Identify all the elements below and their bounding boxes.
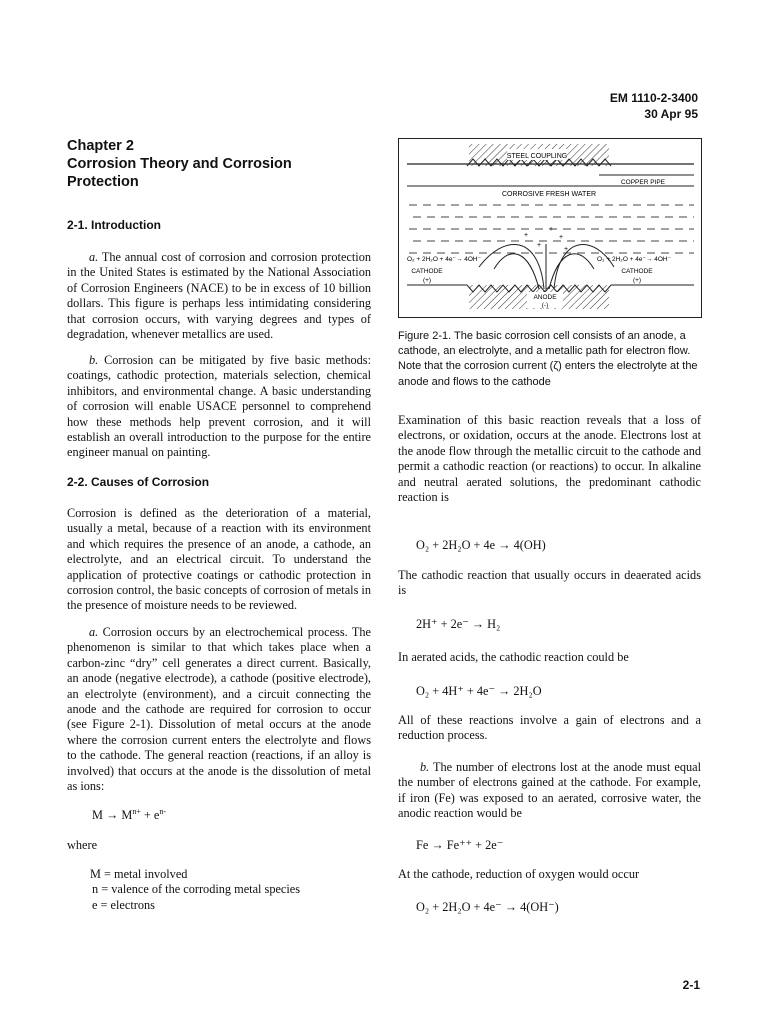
equation-superscript: n+: [132, 807, 141, 816]
label-reaction-right: O₂ + 2H₂O + 4e⁻→ 4OH⁻: [597, 256, 672, 263]
document-header: [610, 90, 698, 122]
label-cathode-left: CATHODE: [411, 268, 443, 275]
label-anode: ANODE: [533, 294, 557, 301]
equation-cathodic-aerated: O₂ + 4H⁺ + 4e⁻ → 2H₂O: [416, 684, 542, 698]
paragraph-text: Corrosion occurs by an electrochemical process. The phenomenon is similar to that which takes place when a carbon-zinc “dry” cell generates a direct current. Basically, an anode (negative electrode), a cathode (positive electrode), an electrolyte (environment), and a circuit connecting the anode and the cathode are required for corrosion to occur (see Figure 2-1). Dissolution of metal occurs at the anode where the corrosion current enters the electrolyte and flows to the cathode. The general reaction (reactions, if an alloy is involved) that occurs at the anode is the dissolution of metal as ions:: [67, 625, 371, 794]
svg-text:+: +: [537, 242, 542, 249]
label-copper-pipe: COPPER PIPE: [620, 179, 666, 186]
equation-cathodic-deaerated: 2H⁺ + 2e⁻ → H₂: [416, 617, 501, 631]
definition-e: e = electrons: [92, 897, 155, 912]
paragraph-causes-1: Corrosion is defined as the deterioration of a material, usually a metal, because of a reaction with its environment and which requires the presence of an anode, a cathode, an electrolyte, and an electrical circuit. To understand the application of protective coatings or cathodic protection in corrosion control, the basic concepts of corrosion of metals in the presence of moisture needs to be reviewed.: [67, 506, 371, 613]
variable-definitions: [90, 867, 370, 913]
equation-cathodic-alkaline: O₂ + 2H₂O + 4e → 4(OH): [416, 538, 546, 552]
paragraph-marker: a.: [89, 250, 99, 264]
paragraph-right-b: [398, 760, 701, 822]
paragraph-marker: b.: [89, 353, 99, 367]
label-corrosive-water: CORROSIVE FRESH WATER: [501, 191, 597, 198]
paragraph-right-3: In aerated acids, the cathodic reaction could be: [398, 650, 629, 664]
label-cathode-right: CATHODE: [621, 268, 653, 275]
document-date: 30 Apr 95: [644, 107, 698, 121]
where-label: where: [67, 838, 98, 852]
paragraph-marker: b.: [420, 760, 430, 774]
equation-text: M → M: [92, 808, 133, 823]
document-id: EM 1110-2-3400: [609, 91, 698, 105]
paragraph-right-2: The cathodic reaction that usually occurs in deaerated acids is: [398, 568, 701, 598]
chapter-number: Chapter 2: [67, 138, 134, 154]
svg-text:+: +: [549, 226, 554, 233]
paragraph-marker: a.: [89, 625, 99, 639]
paragraph-text: The number of electrons lost at the anode must equal the number of electrons gained at the cathode. For example, if iron (Fe) was exposed to an aerated, corrosive water, the anodic reaction would be: [398, 760, 702, 821]
label-cathode-right-sign: (+): [632, 277, 642, 284]
paragraph-right-6: At the cathode, reduction of oxygen would occur: [398, 867, 640, 881]
equation-superscript: n-: [159, 807, 167, 816]
page-number: 2-1: [682, 978, 700, 992]
corrosion-cell-diagram: [399, 139, 701, 317]
figure-caption: Figure 2-1. The basic corrosion cell consists of an anode, a cathode, an electrolyte, and a metallic path for electron flow. Note that the corrosion current (ζ) enters the electrolyte at the anode and flows to the cathode: [398, 330, 698, 388]
label-steel-coupling: STEEL COUPLING: [506, 153, 568, 160]
definition-m: M = metal involved: [90, 867, 188, 881]
equation-iron-anodic: Fe → Fe⁺⁺ + 2e⁻: [416, 838, 504, 852]
label-reaction-left: O₂ + 2H₂O + 4e⁻→ 4OH⁻: [407, 256, 482, 263]
figure-corrosion-cell: [398, 138, 702, 318]
paragraph-intro-a: [67, 250, 371, 342]
current-flow-arrows: [479, 244, 614, 289]
svg-text:+: +: [559, 234, 564, 241]
paragraph-intro-b: [67, 353, 371, 461]
label-cathode-left-sign: (+): [422, 277, 432, 284]
section-heading-causes: 2-2. Causes of Corrosion: [67, 475, 210, 489]
paragraph-causes-a: [67, 625, 371, 794]
equation-oxygen-reduction: O₂ + 2H₂O + 4e⁻ → 4(OH⁻): [416, 900, 559, 914]
paragraph-right-4: All of these reactions involve a gain of electrons and a reduction process.: [398, 713, 701, 743]
svg-text:+: +: [524, 232, 529, 239]
paragraph-text: The annual cost of corrosion and corrosion protection in the United States is estimated by the National Association of Corrosion Engineers (NACE) to be in excess of 10 billion dollars. This figure is perhaps less intimidating considering that corrosion occurs, with varying degrees and types of degradation, whenever metallics are used.: [67, 250, 372, 342]
paragraph-text: Corrosion can be mitigated by five basic methods: coatings, cathodic protection, materials selection, chemical inhibitors, and environmental change. A basic understanding of corrosion will enable USACE personnel to comprehend how these methods help prevent corrosion, and it will establish an overall introduction to the purpose for the entire engineer manual on painting.: [67, 353, 371, 460]
section-heading-introduction: 2-1. Introduction: [67, 218, 161, 232]
chapter-title: [67, 137, 292, 191]
svg-text:+: +: [564, 246, 569, 253]
chapter-title-line1: Corrosion Theory and Corrosion: [67, 156, 292, 172]
paragraph-right-1: Examination of this basic reaction reveals that a loss of electrons, or oxidation, occurs at the anode. Electrons lost at the anode flow through the metallic circuit to the cathode and permit a cathodic reaction (or reactions) to occur. In alkaline and neutral aerated solutions, the predominant cathodic reaction is: [398, 413, 701, 505]
chapter-title-line2: Protection: [67, 174, 139, 190]
equation-anode-dissolution: [92, 807, 166, 823]
definition-n: n = valence of the corroding metal species: [92, 882, 301, 897]
label-anode-sign: (-): [541, 302, 549, 309]
equation-text: + e: [140, 808, 160, 823]
